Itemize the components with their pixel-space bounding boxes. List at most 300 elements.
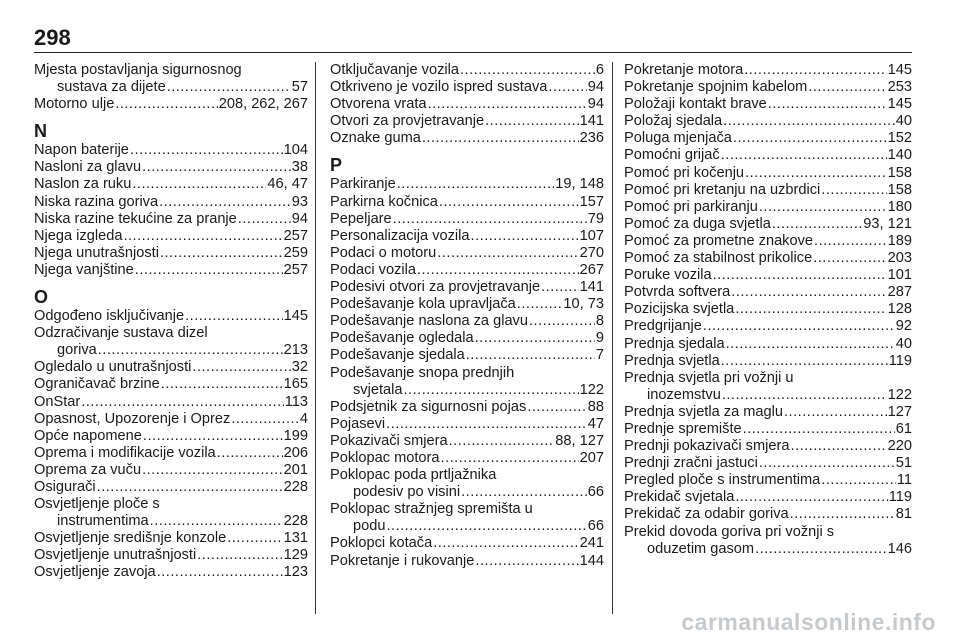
index-entry	[330, 211, 604, 228]
entry-pages: 40	[895, 113, 912, 130]
dot-leader	[772, 216, 862, 233]
entry-pages: 158	[887, 181, 912, 198]
index-entry	[34, 428, 308, 445]
entry-term: Pokretanje motora	[624, 62, 744, 78]
entry-pages: 236	[579, 130, 604, 147]
entry-term: Položaj sjedala	[624, 113, 723, 130]
entry-term-continued: oduzetim gasom	[647, 540, 755, 557]
entry-term: Odgođeno isključivanje	[34, 308, 185, 325]
entry-pages: 94	[587, 79, 604, 96]
index-entry	[624, 216, 912, 233]
index-entry	[330, 130, 604, 147]
entry-pages: 203	[887, 250, 912, 267]
entry-term: Oprema za vuču	[34, 461, 142, 478]
entry-continuation	[330, 518, 604, 535]
index-entry	[330, 416, 604, 433]
column-separator	[315, 62, 316, 614]
entry-pages: 107	[579, 227, 604, 244]
index-entry	[34, 479, 308, 496]
index-entry	[330, 62, 604, 79]
entry-term: Poklopac poda prtljažnika	[330, 467, 497, 484]
entry-term: Prednje spremište	[624, 420, 742, 437]
entry-pages: 93, 121	[863, 215, 912, 232]
entry-term-continued: instrumentima	[57, 513, 149, 530]
entry-pages: 208, 262, 267	[218, 96, 308, 113]
entry-term: Pokretanje spojnim kabelom	[624, 79, 808, 96]
entry-pages: 267	[579, 261, 604, 278]
index-entry	[624, 489, 912, 506]
dot-leader	[731, 284, 886, 301]
dot-leader	[529, 313, 595, 330]
entry-pages: 213	[283, 342, 308, 359]
entry-term: Prednja svjetla za maglu	[624, 403, 783, 420]
dot-leader	[471, 228, 579, 245]
entry-continuation	[624, 387, 912, 404]
entry-pages: 10, 73	[563, 296, 604, 313]
entry-term: Oprema i modifikacije vozila	[34, 444, 216, 461]
entry-term: Oznake guma	[330, 130, 421, 147]
index-entry	[34, 376, 308, 393]
dot-leader	[735, 489, 887, 506]
entry-term: Prednji zračni jastuci	[624, 455, 758, 472]
entry-term: Njega unutrašnjosti	[34, 244, 159, 261]
dot-leader	[517, 296, 563, 313]
entry-term: Pomoć pri kočenju	[624, 164, 745, 181]
index-entry	[330, 296, 604, 313]
dot-leader	[397, 176, 555, 193]
entry-pages: 7	[595, 347, 604, 364]
entry-term-continued: inozemstvu	[647, 386, 721, 403]
entry-pages: 207	[579, 449, 604, 466]
dot-leader	[784, 404, 887, 421]
index-entry	[34, 194, 308, 211]
index-entry	[330, 313, 604, 330]
entry-term: Prekidač svjetala	[624, 489, 735, 506]
dot-leader	[441, 450, 579, 467]
index-entry	[330, 467, 604, 501]
index-entry	[34, 445, 308, 462]
dot-leader	[130, 142, 283, 159]
entry-term: Motorno ulje	[34, 96, 115, 113]
entry-pages: 241	[579, 535, 604, 552]
entry-pages: 145	[887, 62, 912, 78]
entry-term: Pomoć pri parkiranju	[624, 198, 758, 215]
entry-term: Poluga mjenjača	[624, 130, 732, 147]
dot-leader	[466, 347, 595, 364]
dot-leader	[160, 245, 283, 262]
entry-term: Njega vanjštine	[34, 261, 134, 278]
entry-pages: 157	[579, 193, 604, 210]
entry-pages: 141	[579, 279, 604, 296]
dot-leader	[161, 376, 283, 393]
index-entry	[34, 564, 308, 581]
entry-pages: 101	[887, 267, 912, 284]
dot-leader	[808, 79, 886, 96]
entry-term: Podešavanje sjedala	[330, 347, 465, 364]
index-entry	[34, 530, 308, 547]
entry-pages: 129	[283, 547, 308, 564]
dot-leader	[790, 506, 895, 523]
entry-pages: 9	[595, 330, 604, 347]
dot-leader	[759, 199, 887, 216]
index-entry	[330, 245, 604, 262]
entry-continuation	[34, 79, 308, 96]
entry-term: Pepeljare	[330, 210, 392, 227]
entry-term: Podešavanje naslona za glavu	[330, 313, 528, 330]
entry-pages: 113	[284, 393, 308, 410]
dot-leader	[745, 165, 887, 182]
entry-term: Otvori za provjetravanje	[330, 113, 485, 130]
entry-pages: 32	[291, 359, 308, 376]
dot-leader	[541, 279, 579, 296]
entry-term: Prednja svjetla pri vožnji u	[624, 369, 794, 386]
entry-pages: 206	[283, 444, 308, 461]
index-entry	[330, 330, 604, 347]
index-entry	[330, 535, 604, 552]
header-rule	[34, 52, 912, 53]
index-entry	[330, 279, 604, 296]
index-entry	[624, 199, 912, 216]
entry-pages: 140	[887, 147, 912, 164]
entry-pages: 57	[291, 79, 308, 96]
index-entry	[624, 267, 912, 284]
entry-pages: 180	[887, 198, 912, 215]
index-entry	[330, 553, 604, 570]
watermark: carmanualsonline.info	[681, 609, 936, 635]
entry-term: Odzračivanje sustava dizel	[34, 325, 208, 342]
index-entry	[624, 62, 912, 79]
entry-pages: 38	[291, 159, 308, 176]
entry-pages: 131	[283, 530, 308, 547]
entry-pages: 228	[283, 478, 308, 495]
index-column-1	[34, 62, 308, 582]
dot-leader	[449, 433, 555, 450]
entry-term: Podešavanje ogledala	[330, 330, 474, 347]
entry-pages: 145	[887, 96, 912, 113]
entry-pages: 122	[579, 381, 604, 398]
entry-pages: 6	[595, 62, 604, 78]
index-entry	[624, 96, 912, 113]
dot-leader	[150, 513, 283, 530]
section-letter: O	[34, 287, 49, 308]
entry-pages: 79	[587, 210, 604, 227]
index-entry	[330, 228, 604, 245]
dot-leader	[735, 301, 886, 318]
entry-pages: 4	[299, 410, 308, 427]
entry-pages: 287	[887, 284, 912, 301]
index-entry	[624, 318, 912, 335]
dot-leader	[231, 411, 299, 428]
entry-pages: 228	[283, 513, 308, 530]
entry-term: Otkriveno je vozilo ispred sustava	[330, 79, 548, 96]
index-entry	[624, 233, 912, 250]
index-entry	[624, 147, 912, 164]
entry-term: Podaci vozila	[330, 261, 416, 278]
entry-pages: 165	[283, 376, 308, 393]
dot-leader	[733, 130, 887, 147]
entry-term: Personalizacija vozila	[330, 227, 470, 244]
index-entry	[330, 113, 604, 130]
dot-leader	[417, 262, 579, 279]
index-entry	[624, 421, 912, 438]
entry-pages: 81	[895, 506, 912, 523]
index-entry	[330, 365, 604, 399]
dot-leader	[98, 342, 283, 359]
entry-term-continued: goriva	[57, 342, 97, 359]
dot-leader	[527, 399, 586, 416]
entry-term: Pomoć za stabilnost prikolice	[624, 250, 813, 267]
index-entry	[34, 96, 308, 113]
dot-leader	[755, 541, 887, 558]
entry-pages: 88, 127	[555, 432, 604, 449]
dot-leader	[821, 472, 896, 489]
entry-pages: 46, 47	[267, 176, 308, 193]
dot-leader	[197, 547, 282, 564]
entry-term: Pregled ploče s instrumentima	[624, 472, 821, 489]
entry-term: Položaji kontakt brave	[624, 96, 767, 113]
entry-continuation	[34, 342, 308, 359]
dot-leader	[821, 182, 886, 199]
entry-term: Nasloni za glavu	[34, 159, 142, 176]
entry-term: Poklopac motora	[330, 449, 440, 466]
entry-pages: 199	[283, 427, 308, 444]
entry-term: Niska razine tekućine za pranje	[34, 210, 237, 227]
entry-term: Parkiranje	[330, 176, 396, 193]
entry-term: Podesivi otvori za provjetravanje	[330, 279, 541, 296]
entry-term: Pomoćni grijač	[624, 147, 720, 164]
entry-pages: 51	[895, 455, 912, 472]
dot-leader	[167, 79, 291, 96]
entry-pages: 127	[887, 403, 912, 420]
index-column-2	[330, 62, 604, 570]
dot-leader	[135, 262, 283, 279]
entry-term: Poruke vozila	[624, 267, 712, 284]
index-entry	[624, 438, 912, 455]
entry-pages: 94	[587, 96, 604, 113]
index-entry	[624, 455, 912, 472]
entry-pages: 146	[887, 540, 912, 557]
entry-term: Pomoć pri kretanju na uzbrdici	[624, 181, 821, 198]
entry-term: Ograničavač brzine	[34, 376, 160, 393]
index-entry	[624, 113, 912, 130]
dot-leader	[726, 336, 895, 353]
entry-pages: 189	[887, 232, 912, 249]
dot-leader	[790, 438, 886, 455]
entry-pages: 259	[283, 244, 308, 261]
entry-term: Predgrijanje	[624, 318, 702, 335]
entry-term: Pokazivači smjera	[330, 432, 448, 449]
index-entry	[624, 404, 912, 421]
dot-leader	[433, 535, 578, 552]
dot-leader	[723, 113, 895, 130]
entry-term: Osvjetljenje zavoja	[34, 564, 156, 581]
index-entry	[330, 433, 604, 450]
index-entry	[34, 325, 308, 359]
entry-term: Pomoć za duga svjetla	[624, 215, 771, 232]
entry-term: Prednja sjedala	[624, 335, 725, 352]
entry-pages: 19, 148	[555, 176, 604, 193]
index-entry	[34, 62, 308, 96]
entry-pages: 220	[887, 438, 912, 455]
dot-leader	[185, 308, 283, 325]
entry-pages: 88	[587, 398, 604, 415]
index-entry	[34, 308, 308, 325]
entry-pages: 152	[887, 130, 912, 147]
entry-term: Pojasevi	[330, 415, 386, 432]
entry-term: Opasnost, Upozorenje i Oprez	[34, 410, 231, 427]
section-letter: N	[34, 121, 47, 142]
index-entry	[330, 501, 604, 535]
entry-term: Osigurači	[34, 478, 96, 495]
entry-term: Mjesta postavljanja sigurnosnog	[34, 62, 242, 78]
section-letter: P	[330, 155, 343, 176]
dot-leader	[475, 553, 578, 570]
entry-term: OnStar	[34, 393, 81, 410]
index-entry	[624, 250, 912, 267]
dot-leader	[475, 330, 595, 347]
index-entry	[330, 262, 604, 279]
index-entry	[330, 450, 604, 467]
entry-pages: 123	[283, 564, 308, 581]
dot-leader	[721, 353, 888, 370]
entry-term: Ogledalo u unutrašnjosti	[34, 359, 192, 376]
dot-leader	[238, 211, 291, 228]
index-entry	[34, 394, 308, 411]
dot-leader	[744, 62, 886, 79]
entry-term: Prekid dovoda goriva pri vožnji s	[624, 523, 835, 540]
index-entry	[34, 142, 308, 159]
entry-term: Podsjetnik za sigurnosni pojas	[330, 398, 527, 415]
dot-leader	[722, 387, 887, 404]
index-entry	[624, 182, 912, 199]
dot-leader	[813, 250, 886, 267]
entry-pages: 257	[283, 261, 308, 278]
entry-continuation	[330, 382, 604, 399]
index-entry	[624, 301, 912, 318]
index-entry	[34, 211, 308, 228]
entry-term: Njega izgleda	[34, 227, 123, 244]
entry-term: Osvjetljenje središnje konzole	[34, 530, 227, 547]
entry-pages: 93	[291, 193, 308, 210]
index-entry	[624, 353, 912, 370]
dot-leader	[192, 359, 290, 376]
entry-term: Otključavanje vozila	[330, 62, 459, 78]
column-separator	[612, 62, 613, 614]
index-entry	[624, 472, 912, 489]
dot-leader	[123, 228, 282, 245]
dot-leader	[768, 96, 887, 113]
dot-leader	[227, 530, 282, 547]
dot-leader	[132, 176, 266, 193]
entry-term: Niska razina goriva	[34, 193, 159, 210]
dot-leader	[428, 96, 587, 113]
dot-leader	[115, 96, 217, 113]
entry-term: Prednji pokazivači smjera	[624, 438, 790, 455]
dot-leader	[460, 62, 595, 79]
entry-continuation	[34, 513, 308, 530]
index-entry	[624, 336, 912, 353]
entry-pages: 122	[887, 386, 912, 403]
entry-term: Prednja svjetla	[624, 352, 720, 369]
entry-pages: 158	[887, 164, 912, 181]
entry-pages: 141	[579, 113, 604, 130]
index-entry	[624, 165, 912, 182]
entry-pages: 201	[283, 461, 308, 478]
entry-pages: 66	[587, 518, 604, 535]
entry-term-continued: svjetala	[353, 381, 403, 398]
entry-pages: 257	[283, 227, 308, 244]
entry-pages: 144	[579, 552, 604, 569]
entry-pages: 119	[888, 352, 912, 369]
dot-leader	[386, 518, 586, 535]
entry-term: Poklopci kotača	[330, 535, 433, 552]
entry-term: Pomoć za prometne znakove	[624, 232, 814, 249]
entry-pages: 92	[895, 318, 912, 335]
entry-term-continued: sustava za dijete	[57, 79, 166, 96]
index-entry	[624, 524, 912, 558]
entry-term-continued: podu	[353, 518, 386, 535]
dot-leader	[157, 564, 283, 581]
entry-term: Potvrda softvera	[624, 284, 731, 301]
index-entry	[624, 284, 912, 301]
index-entry	[34, 411, 308, 428]
index-entry	[330, 399, 604, 416]
dot-leader	[461, 484, 587, 501]
dot-leader	[721, 147, 887, 164]
entry-pages: 8	[595, 313, 604, 330]
entry-term: Napon baterije	[34, 142, 129, 159]
entry-pages: 128	[887, 301, 912, 318]
index-entry	[34, 496, 308, 530]
dot-leader	[713, 267, 887, 284]
entry-pages: 145	[283, 308, 308, 325]
index-entry	[330, 347, 604, 364]
dot-leader	[439, 194, 579, 211]
index-entry	[34, 245, 308, 262]
entry-term: Prekidač za odabir goriva	[624, 506, 789, 523]
dot-leader	[386, 416, 587, 433]
index-entry	[624, 370, 912, 404]
index-column-3	[624, 62, 912, 558]
entry-term-continued: podesiv po visini	[353, 484, 461, 501]
entry-pages: 94	[291, 210, 308, 227]
entry-continuation	[624, 541, 912, 558]
entry-term: Osvjetljenje unutrašnjosti	[34, 547, 197, 564]
entry-term: Podešavanje kola upravljača	[330, 296, 516, 313]
index-entry	[34, 359, 308, 376]
dot-leader	[143, 428, 283, 445]
page-number: 298	[34, 25, 71, 50]
entry-pages: 66	[587, 484, 604, 501]
index-entry	[624, 79, 912, 96]
dot-leader	[159, 194, 291, 211]
entry-term: Podaci o motoru	[330, 244, 437, 261]
entry-pages: 61	[895, 420, 912, 437]
dot-leader	[81, 394, 284, 411]
dot-leader	[548, 79, 586, 96]
entry-term: Parkirna kočnica	[330, 193, 438, 210]
entry-pages: 119	[888, 489, 912, 506]
entry-term: Podešavanje snopa prednjih	[330, 364, 515, 381]
entry-term: Opće napomene	[34, 427, 142, 444]
dot-leader	[759, 455, 895, 472]
entry-pages: 47	[587, 415, 604, 432]
index-entry	[34, 176, 308, 193]
entry-term: Osvjetljenje ploče s	[34, 496, 160, 513]
index-entry	[330, 96, 604, 113]
dot-leader	[743, 421, 895, 438]
entry-term: Pokretanje i rukovanje	[330, 552, 475, 569]
